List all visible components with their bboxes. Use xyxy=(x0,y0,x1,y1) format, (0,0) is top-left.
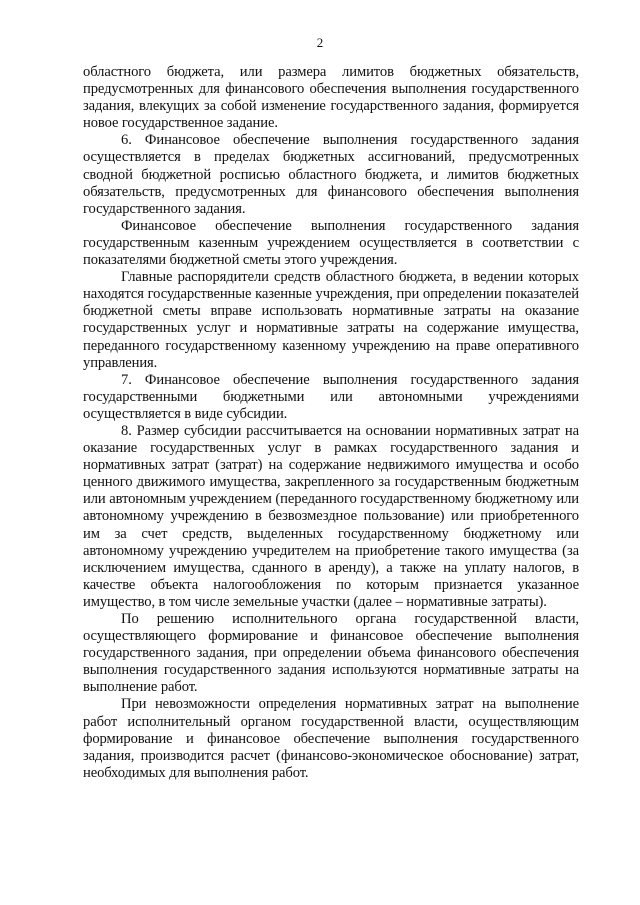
paragraph-item-8: 8. Размер субсидии рассчитывается на основании нормативных затрат на оказание государственных услуг в рамках государственного задания и нормативных затрат (затрат) на содержание недвижимого имущества и особо ценного движимого имущества, закрепленного за государственным бюджетным или автономным учреждением (переданного государственному бюджетному или автономному учреждению в безвозмездное пользование) или приобретенного им за счет средств, выделенных государственному бюджетному или автономному учреждению учредителем на приобретение такого имущества (за исключением имущества, сданного в аренду), а также на уплату налогов, в качестве объекта налогообложения по которым признается указанное имущество, в том числе земельные участки (далее – нормативные затраты). xyxy=(83,422,579,610)
document-body xyxy=(83,64,579,782)
paragraph-glavnye-rasporyaditeli: Главные распорядители средств областного бюджета, в ведении которых находятся государственные казенные учреждения, при определении показателей бюджетной сметы вправе использовать нормативные затраты на оказание государственных услуг и нормативные затраты на содержание имущества, переданного государственному казенному учреждению на праве оперативного управления. xyxy=(83,269,579,371)
page-number: 2 xyxy=(316,35,324,50)
paragraph-po-resheniyu: По решению исполнительного органа государственной власти, осуществляющего формирование и финансовое обеспечение выполнения государственного задания, при определении объема финансового обеспечения выполнения государственного задания используются нормативные затраты на выполнение работ. xyxy=(83,611,579,696)
paragraph-continuation: областного бюджета, или размера лимитов бюджетных обязательств, предусмотренных для финансового обеспечения выполнения государственного задания, влекущих за собой изменение государственного задания, формируется новое государственное задание. xyxy=(83,64,579,132)
paragraph-pri-nevozmozhnosti: При невозможности определения нормативных затрат на выполнение работ исполнительный органом государственной власти, осуществляющим формирование и финансовое обеспечение выполнения государственного задания, производится расчет (финансово-экономическое обоснование) затрат, необходимых для выполнения работ. xyxy=(83,696,579,781)
paragraph-item-7: 7. Финансовое обеспечение выполнения государственного задания государственными бюджетными или автономными учреждениями осуществляется в виде субсидии. xyxy=(83,371,579,422)
paragraph-kazennye: Финансовое обеспечение выполнения государственного задания государственным казенным учреждением осуществляется в соответствии с показателями бюджетной сметы этого учреждения. xyxy=(83,217,579,269)
paragraph-item-6: 6. Финансовое обеспечение выполнения государственного задания осуществляется в пределах бюджетных ассигнований, предусмотренных сводной бюджетной росписью областного бюджета, и лимитов бюджетных обязательств, предусмотренных для финансового обеспечения выполнения государственного задания. xyxy=(83,132,579,217)
